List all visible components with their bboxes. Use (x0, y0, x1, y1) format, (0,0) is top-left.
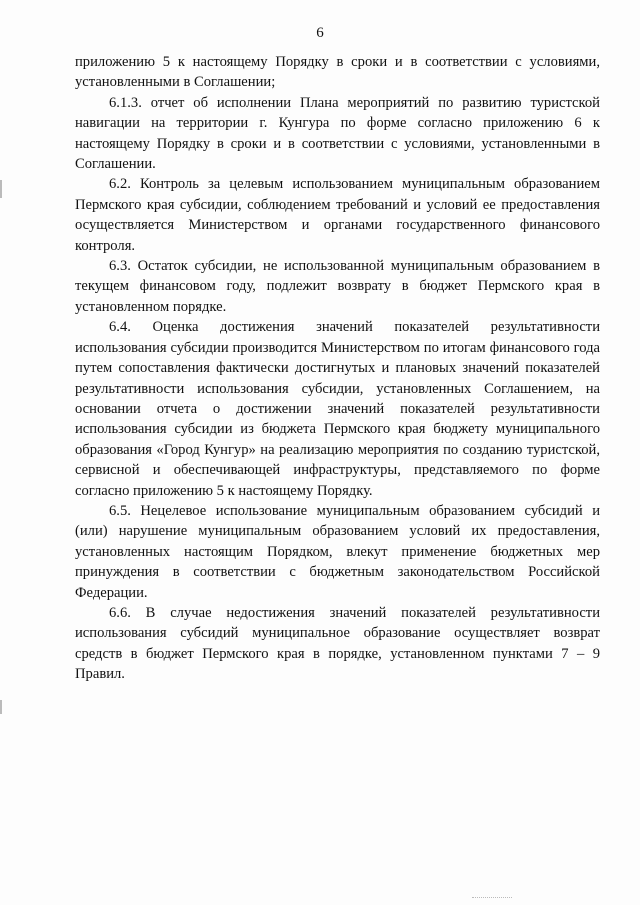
paragraph-6-3: 6.3. Остаток субсидии, не использованной муниципальным образованием в текущем финансовом году, подлежит возврату в бюджет Пермского края в установленном порядке. (75, 258, 600, 315)
scan-bottom-mark (472, 897, 512, 899)
paragraph-continuation: приложению 5 к настоящему Порядку в сроки и в соответствии с условиями, установленными в Соглашении; (75, 54, 600, 91)
paragraph-6-2: 6.2. Контроль за целевым использованием муниципальным образованием Пермского края субсидии, соблюдением требований и условий ее предоставления осуществляется Министерством и органами государственного финансового контроля. (75, 176, 600, 254)
scan-edge-mark (0, 700, 2, 714)
paragraph-6-5: 6.5. Нецелевое использование муниципальным образованием субсидий и (или) нарушение муниципальным образованием условий их предоставления, установленных настоящим Порядком, влекут применение бюджетных мер принуждения в соответствии с бюджетным законодательством Российской Федерации. (75, 502, 600, 601)
paragraph-6-4: 6.4. Оценка достижения значений показателей результативности использования субсидии производится Министерством по итогам финансового года путем сопоставления фактически достигнутых и плановых значений показателей результативности использования субсидии, установленных Соглашением, на основании отчета о достижении значений показателей результативности использования субсидии из бюджета Пермского края бюджету муниципального образования «Город Кунгур» на реализацию мероприятия по созданию туристской, сервисной и обеспечивающей инфраструктуры, представляемого по форме согласно приложению 5 к настоящему Порядку. (75, 319, 600, 499)
paragraph-6-1-3: 6.1.3. отчет об исполнении Плана мероприятий по развитию туристской навигации на территории г. Кунгура по форме согласно приложению 6 к настоящему Порядку в сроки и в соответствии с условиями, установленными в Соглашении. (75, 94, 600, 173)
scan-edge-mark (0, 180, 2, 198)
paragraph-6-6: 6.6. В случае недостижения значений показателей результативности использования субсидий муниципальное образование осуществляет возврат средств в бюджет Пермского края в порядке, установленном пунктами 7 – 9 Правил. (75, 604, 600, 683)
document-body (75, 52, 600, 685)
page-number: 6 (316, 25, 324, 41)
